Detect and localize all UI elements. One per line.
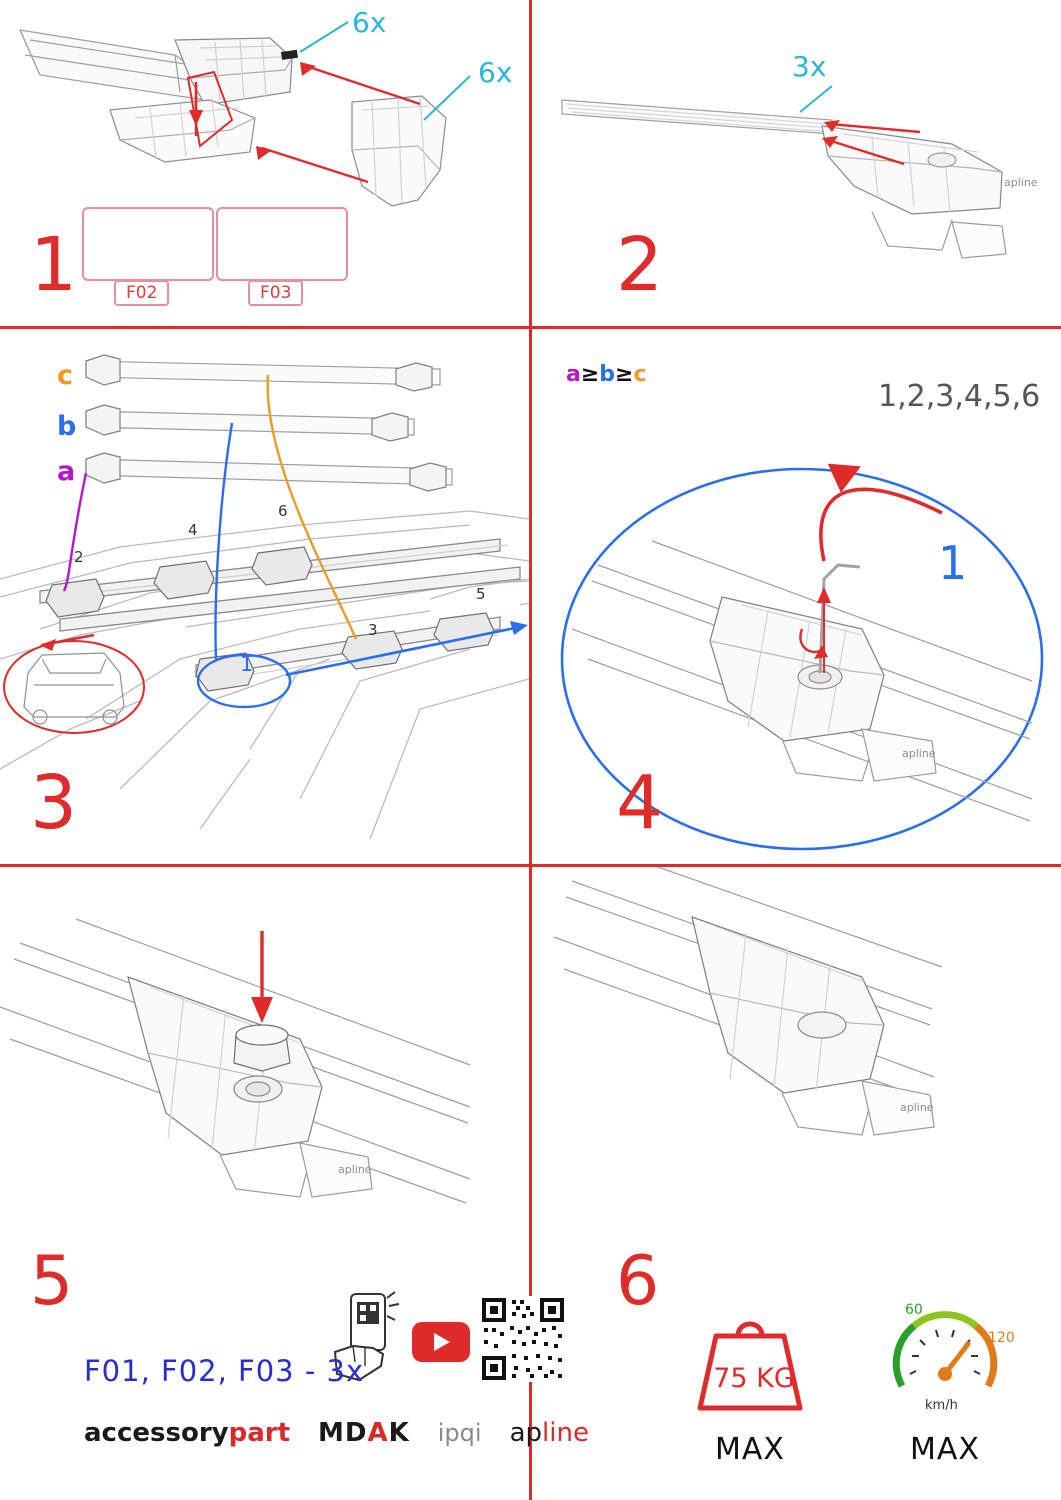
step-number-4: 4 (616, 760, 664, 846)
sequence-text: 1,2,3,4,5,6 (878, 379, 1041, 414)
brand-accessorypart-suffix: part (228, 1418, 291, 1448)
brand-mdak-prefix: MD (318, 1418, 368, 1448)
position-label-4: 4 (188, 521, 198, 539)
step-number-5: 5 (30, 1242, 74, 1321)
position-label-6: 6 (278, 502, 288, 520)
inequality-c: c (633, 362, 647, 387)
brand-mdak-mid: A (367, 1418, 389, 1448)
svg-text:apline: apline (1004, 176, 1038, 189)
kit-label-f03: F03 (248, 280, 303, 306)
step-number-6: 6 (616, 1242, 660, 1321)
brand-accessorypart (84, 1418, 290, 1448)
brand-row (84, 1418, 589, 1448)
weight-limit-value: 75 KG (713, 1363, 795, 1394)
bar-label-c: c (57, 360, 74, 391)
svg-text:apline: apline (902, 747, 936, 760)
inequality-op2: ≥ (615, 362, 634, 387)
bar-label-b: b (57, 411, 77, 442)
tightening-sequence (878, 379, 1040, 414)
step-5-illustration (0, 867, 529, 1500)
position-label-5: 5 (476, 585, 486, 603)
step-number-2: 2 (616, 222, 664, 308)
inequality-b: b (599, 362, 616, 387)
quantity-label-screws: 3x (792, 50, 827, 83)
brand-accessorypart-prefix: accessory (84, 1418, 229, 1448)
brand-mdak (318, 1418, 410, 1448)
brand-mdak-suffix: K (388, 1418, 410, 1448)
youtube-icon[interactable] (412, 1322, 470, 1362)
quantity-label-bolts: 6x (352, 6, 387, 39)
speed-tick-120: 120 (988, 1330, 1015, 1346)
step-4-callout-number: 1 (938, 536, 968, 590)
speed-unit-label: km/h (925, 1398, 958, 1413)
speed-max-label: MAX (910, 1432, 980, 1467)
inequality-op1: ≥ (580, 362, 600, 387)
quantity-label-pads: 6x (478, 56, 513, 89)
step-3-illustration (0, 329, 529, 864)
position-label-3: 3 (368, 621, 378, 639)
brand-apline-suffix: line (542, 1418, 589, 1448)
kit-label-f02: F02 (114, 280, 169, 306)
inequality-a: a (566, 362, 581, 387)
svg-text:apline: apline (338, 1163, 372, 1176)
position-label-1: 1 (240, 652, 254, 676)
svg-text:apline: apline (900, 1101, 934, 1114)
step-2-illustration (532, 0, 1061, 326)
bar-label-a: a (57, 456, 76, 487)
weight-limit-icon (690, 1296, 810, 1416)
step-number-3: 3 (30, 760, 78, 846)
kit-box-f03 (216, 207, 348, 281)
parts-list-label: F01, F02, F03 - 3x (84, 1354, 365, 1388)
kit-box-f02 (82, 207, 214, 281)
brand-apline-prefix: ap (509, 1418, 543, 1448)
step-number-1: 1 (30, 222, 78, 308)
speed-tick-60: 60 (905, 1302, 923, 1318)
position-label-2: 2 (74, 548, 84, 566)
weight-max-label: MAX (715, 1432, 785, 1467)
brand-ipqi: ipqi (437, 1419, 482, 1447)
